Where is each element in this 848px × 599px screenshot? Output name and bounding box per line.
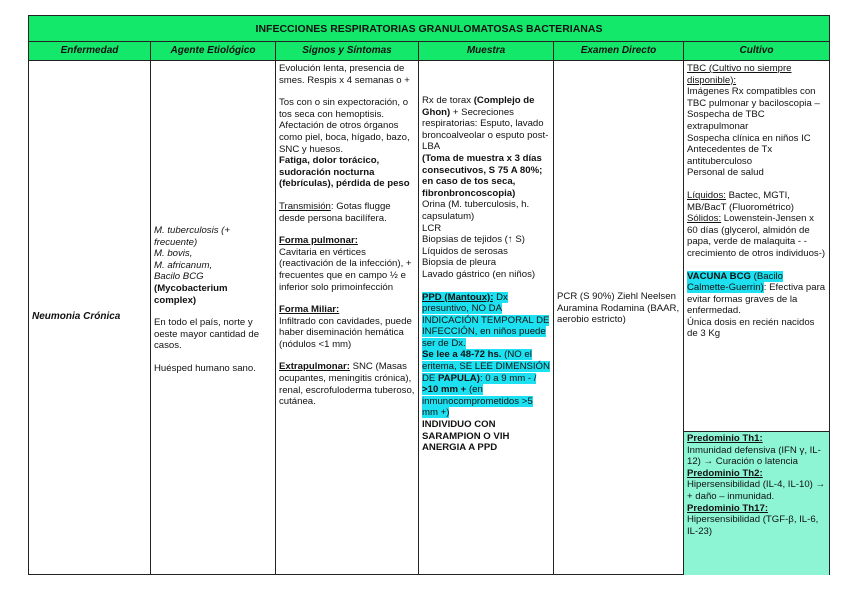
signos-forma-pulmonar-label: Forma pulmonar: — [279, 235, 358, 247]
muestra-item: Lavado gástrico (en niños) — [422, 268, 536, 280]
cultivo-vacuna-dosis: Única dosis en recién nacidos de 3 Kg — [687, 316, 815, 340]
cultivo-solidos: Sólidos: Lowenstein-Jensen x 60 días (glycerol, almidón de papa, verde de malaquita - - crecimiento de otros individuos-) — [687, 213, 826, 259]
cell-agente — [151, 61, 276, 575]
th17-label: Predominio Th17: — [687, 502, 769, 514]
th1-text: Inmunidad defensiva (IFN γ, IL-12) → Curación o latencia — [687, 444, 821, 468]
signos-extrapulmonar: Extrapulmonar: SNC (Masas ocupantes, meningitis crónica), renal, escrofuloderma tuberoso, cutánea. — [279, 361, 415, 408]
cultivo-liquidos: Líquidos: Bactec, MGTI, MB/BacT (Fluorométrico) — [687, 189, 794, 213]
th17-text: Hipersensibilidad (TGF-β, IL-6, IL-23) — [687, 514, 819, 537]
cell-examen — [554, 61, 684, 575]
th2-text: Hipersensibilidad (IL-4, IL-10) → + daño – inmunidad. — [687, 479, 826, 502]
muestra-ppd: PPD (Mantoux): Dx presuntivo, NO DA INDICACIÓN TEMPORAL DE INFECCIÓN, en niños puede ser de Dx. — [422, 291, 550, 349]
muestra-rx: Rx de torax (Complejo de Ghon) + Secreciones respiratorias: Esputo, lavado broncoalveolar o esputo post- LBA — [422, 95, 549, 153]
signos-forma-miliar-text: Infiltrado con cavidades, puede haber diseminación hemática (nódulos <1 mm) — [279, 315, 412, 350]
agent-species-2: M. bovis, — [154, 248, 193, 260]
signos-transmision: Transmisión: Gotas flugge desde persona bacilífera. — [279, 200, 391, 224]
table-title: INFECCIONES RESPIRATORIAS GRANULOMATOSAS BACTERIANAS — [29, 16, 829, 42]
muestra-anergia: INDIVIDUO CON SARAMPION O VIH ANERGIA A PPD — [422, 419, 510, 454]
header-examen: Examen Directo — [554, 42, 684, 61]
agent-species-3: M. africanum, — [154, 259, 213, 271]
cultivo-tbc-item: Antecedentes de Tx antituberculoso — [687, 144, 773, 167]
cell-signos — [276, 61, 419, 575]
header-agente: Agente Etiológico — [151, 42, 276, 61]
cultivo-tbc-item: Imágenes Rx compatibles con TBC pulmonar y baciloscopia – — [687, 86, 820, 109]
cultivo-tbc-heading: TBC (Cultivo no siempre disponible): — [687, 63, 792, 86]
muestra-item: Orina (M. tuberculosis, h. capsulatum) — [422, 199, 530, 222]
muestra-item: Biopsias de tejidos (↑ S) — [422, 234, 525, 246]
signos-forma-miliar-label: Forma Miliar: — [279, 304, 340, 316]
agent-distribution: En todo el país, norte y oeste mayor cantidad de casos. — [154, 317, 260, 352]
th2-label: Predominio Th2: — [687, 467, 763, 479]
cultivo-tbc-item: Sospecha de TBC extrapulmonar — [687, 109, 765, 132]
info-table — [28, 15, 830, 575]
cultivo-vacuna: VACUNA BCG (Bacilo Calmette-Guerrin): Efectiva para evitar formas graves de la enfermedad. — [687, 270, 826, 317]
header-cultivo: Cultivo — [684, 42, 829, 61]
signos-evolucion: Evolución lenta, presencia de smes. Respis x 4 semanas o + — [279, 63, 410, 86]
signos-fatiga: Fatiga, dolor torácico, sudoración nocturna (febrículas), pérdida de peso — [279, 155, 410, 190]
examen-text: PCR (S 90%) Ziehl Neelsen Auramina Rodamina (BAAR, aerobio estricto) — [557, 291, 680, 326]
header-enfermedad: Enfermedad — [29, 42, 151, 61]
signos-organos: Afectación de otros órganos como piel, boca, hígado, bazo, SNC y huesos. — [279, 120, 410, 155]
agent-species-1: M. tuberculosis (+ frecuente) — [154, 225, 230, 248]
header-muestra: Muestra — [419, 42, 554, 61]
muestra-toma: (Toma de muestra x 3 días consecutivos, S 75 A 80%; en caso de tos seca, fibronbroncoscopia) — [422, 152, 543, 199]
cultivo-tbc-item: Sospecha clínica en niños IC — [687, 132, 811, 144]
immune-response-box — [684, 431, 829, 575]
th1-label: Predominio Th1: — [687, 433, 763, 444]
header-signos: Signos y Síntomas — [276, 42, 419, 61]
muestra-lectura: Se lee a 48-72 hs. (NO el eritema, SE LEE DIMENSIÓN DE PAPULA): 0 a 9 mm - / >10 mm + (en inmunocomprometidos >5 mm +) — [422, 349, 550, 419]
cell-muestra — [419, 61, 554, 575]
agent-species-4: Bacilo BCG — [154, 271, 204, 283]
signos-tos: Tos con o sin expectoración, o tos seca con hemoptisis. — [279, 97, 409, 120]
cultivo-tbc-item: Personal de salud — [687, 167, 764, 179]
muestra-item: Líquidos de serosas — [422, 245, 508, 257]
muestra-item: Biopsia de pleura — [422, 257, 497, 269]
cell-enfermedad — [29, 61, 151, 575]
signos-forma-pulmonar-text: Cavitaria en vértices (reactivación de la infección), + frecuentes que en campo ½ e inferior solo primoinfección — [279, 246, 412, 293]
muestra-item: LCR — [422, 222, 442, 234]
cell-cultivo — [684, 61, 829, 575]
agent-complex: (Mycobacterium complex) — [154, 282, 228, 306]
disease-name: Neumonia Crónica — [32, 311, 121, 322]
agent-host: Huésped humano sano. — [154, 362, 256, 374]
